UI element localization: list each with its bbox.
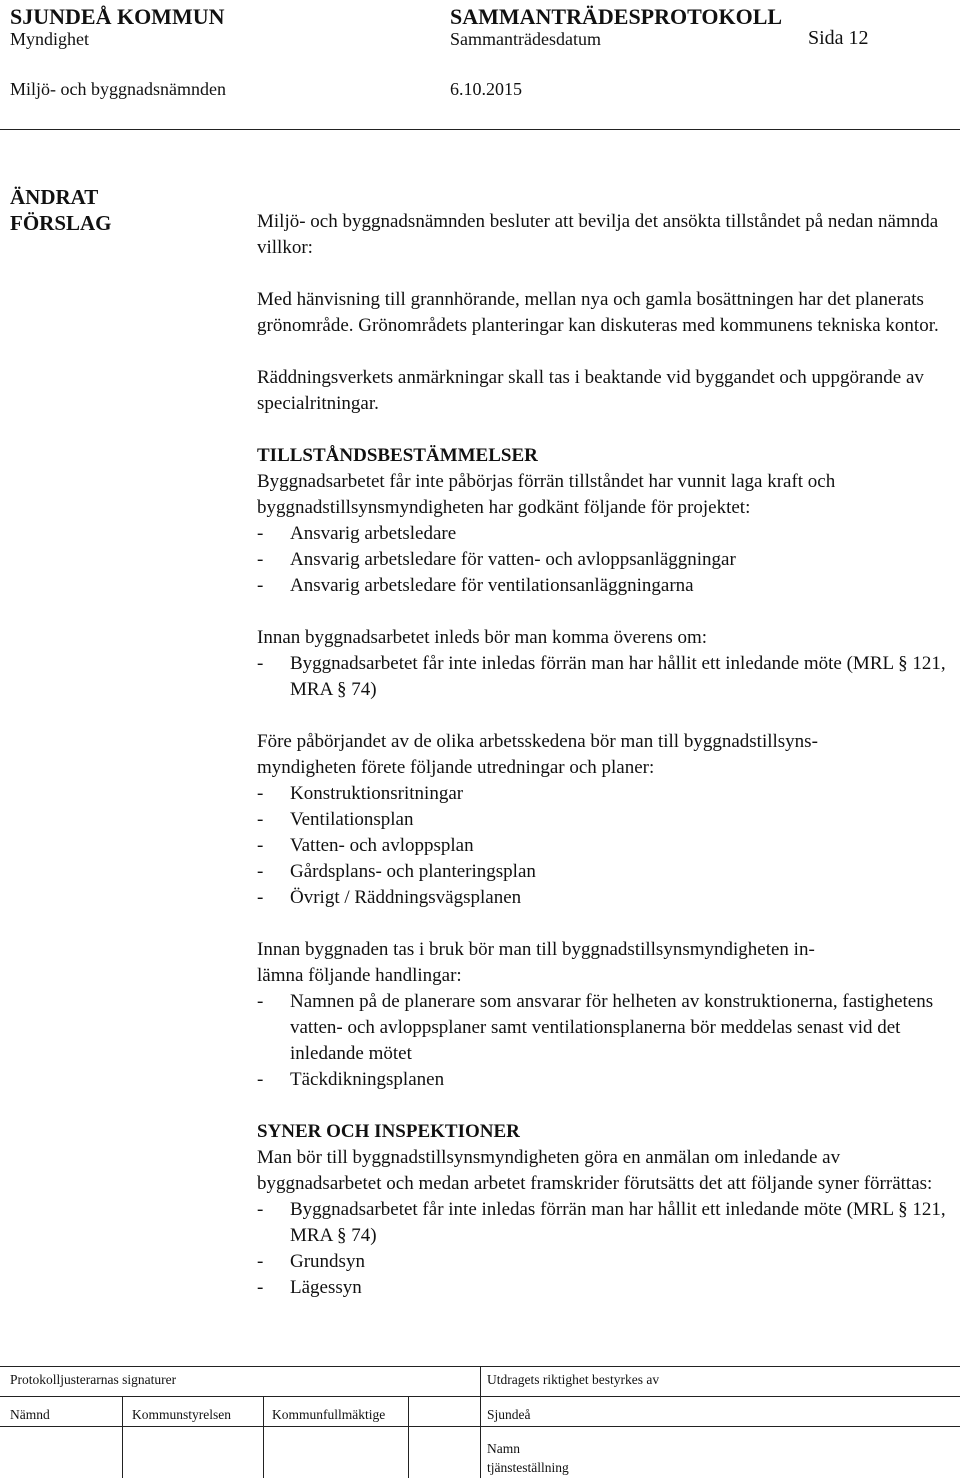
meeting-date-label: Sammanträdesdatum <box>450 29 601 49</box>
list-item: - Namnen på de planerare som ansvarar för helheten av konstruktionerna, fastighetens vatten- och avloppsplaner samt ventilationsplanerna bör meddelas senast vid det inledande mötet <box>257 991 934 1064</box>
paragraph-plans-line2: myndigheten förete följande utredningar och planer: <box>257 757 655 778</box>
list-item: - Grundsyn <box>257 1251 365 1272</box>
list-item: - Övrigt / Räddningsvägsplanen <box>257 887 522 908</box>
heading-permit-conditions: TILLSTÅNDSBESTÄMMELSER <box>257 445 538 466</box>
paragraph-handover-line1: Innan byggnaden tas i bruk bör man till byggnadstillsynsmyndigheten in- <box>257 939 815 960</box>
paragraph-rescue: Räddningsverkets anmärkningar skall tas i beaktande vid byggandet och uppgörande av specialritningar. <box>257 367 924 414</box>
list-item: - Lägessyn <box>257 1277 362 1298</box>
list-item: - Byggnadsarbetet får inte inledas förrän man har hållit ett inledande möte (MRL § 121, MRA § 74) <box>257 1199 946 1246</box>
decision-body <box>257 209 947 1301</box>
list-item: - Ansvarig arbetsledare för ventilationsanläggningarna <box>257 575 694 596</box>
paragraph-inspections: Man bör till byggnadstillsynsmyndigheten göra en anmälan om inledande av byggnadsarbetet och medan arbetet framskrider förutsätts det att följande syner förrättas: <box>257 1147 933 1194</box>
section-label-line2: FÖRSLAG <box>10 211 112 235</box>
footer-col-divider <box>122 1396 123 1478</box>
paragraph-before-start: Innan byggnadsarbetet inleds bör man komma överens om: <box>257 627 708 648</box>
footer-col-divider <box>408 1396 409 1478</box>
header-divider <box>0 129 960 130</box>
page-number: Sida 12 <box>808 27 869 49</box>
list-item: - Konstruktionsritningar <box>257 783 464 804</box>
footer-center-divider <box>480 1366 481 1478</box>
signatures-label: Protokolljusterarnas signaturer <box>10 1372 177 1387</box>
certify-place: Sjundeå <box>487 1407 531 1422</box>
document-type: SAMMANTRÄDESPROTOKOLL <box>450 4 783 29</box>
paragraph-green-area: Med hänvisning till grannhörande, mellan nya och gamla bosättningen har det planerats grönområde. Grönområdets planteringar kan diskuteras med kommunens tekniska kontor. <box>257 289 939 336</box>
footer-col-divider <box>263 1396 264 1478</box>
section-label-line1: ÄNDRAT <box>10 185 99 209</box>
list-item: - Ansvarig arbetsledare för vatten- och avloppsanläggningar <box>257 549 736 570</box>
list-item: - Täckdikningsplanen <box>257 1069 445 1090</box>
signature-col-municipal-board: Kommunstyrelsen <box>132 1407 231 1422</box>
section-label <box>10 184 112 236</box>
authority-label: Myndighet <box>10 29 89 49</box>
list-item: - Byggnadsarbetet får inte inledas förrän man har hållit ett inledande möte (MRL § 121, MRA § 74) <box>257 653 946 700</box>
signature-col-board: Nämnd <box>10 1407 50 1422</box>
paragraph-plans-line1: Före påbörjandet av de olika arbetsskedena bör man till byggnadstillsyns- <box>257 731 818 752</box>
paragraph-permit: Byggnadsarbetet får inte påbörjas förrän tillståndet har vunnit laga kraft och byggnadstillsynsmyndigheten har godkänt följande för projektet: <box>257 471 836 518</box>
list-item: - Gårdsplans- och planteringsplan <box>257 861 536 882</box>
signature-col-council: Kommunfullmäktige <box>272 1407 386 1422</box>
name-label: Namn <box>487 1441 520 1456</box>
paragraph-handover-line2: lämna följande handlingar: <box>257 965 462 986</box>
paragraph-decision: Miljö- och byggnadsnämnden besluter att bevilja det ansökta tillståndet på nedan nämnda villkor: <box>257 211 939 258</box>
meeting-date: 6.10.2015 <box>450 79 522 99</box>
certify-label: Utdragets riktighet bestyrkes av <box>487 1372 660 1387</box>
list-item: - Ventilationsplan <box>257 809 414 830</box>
list-item: - Vatten- och avloppsplan <box>257 835 474 856</box>
heading-inspections: SYNER OCH INSPEKTIONER <box>257 1121 520 1142</box>
list-item: - Ansvarig arbetsledare <box>257 523 457 544</box>
authority-name: Miljö- och byggnadsnämnden <box>10 79 226 99</box>
organization-name: SJUNDEÅ KOMMUN <box>10 4 225 29</box>
title-label: tjänsteställning <box>487 1460 569 1475</box>
